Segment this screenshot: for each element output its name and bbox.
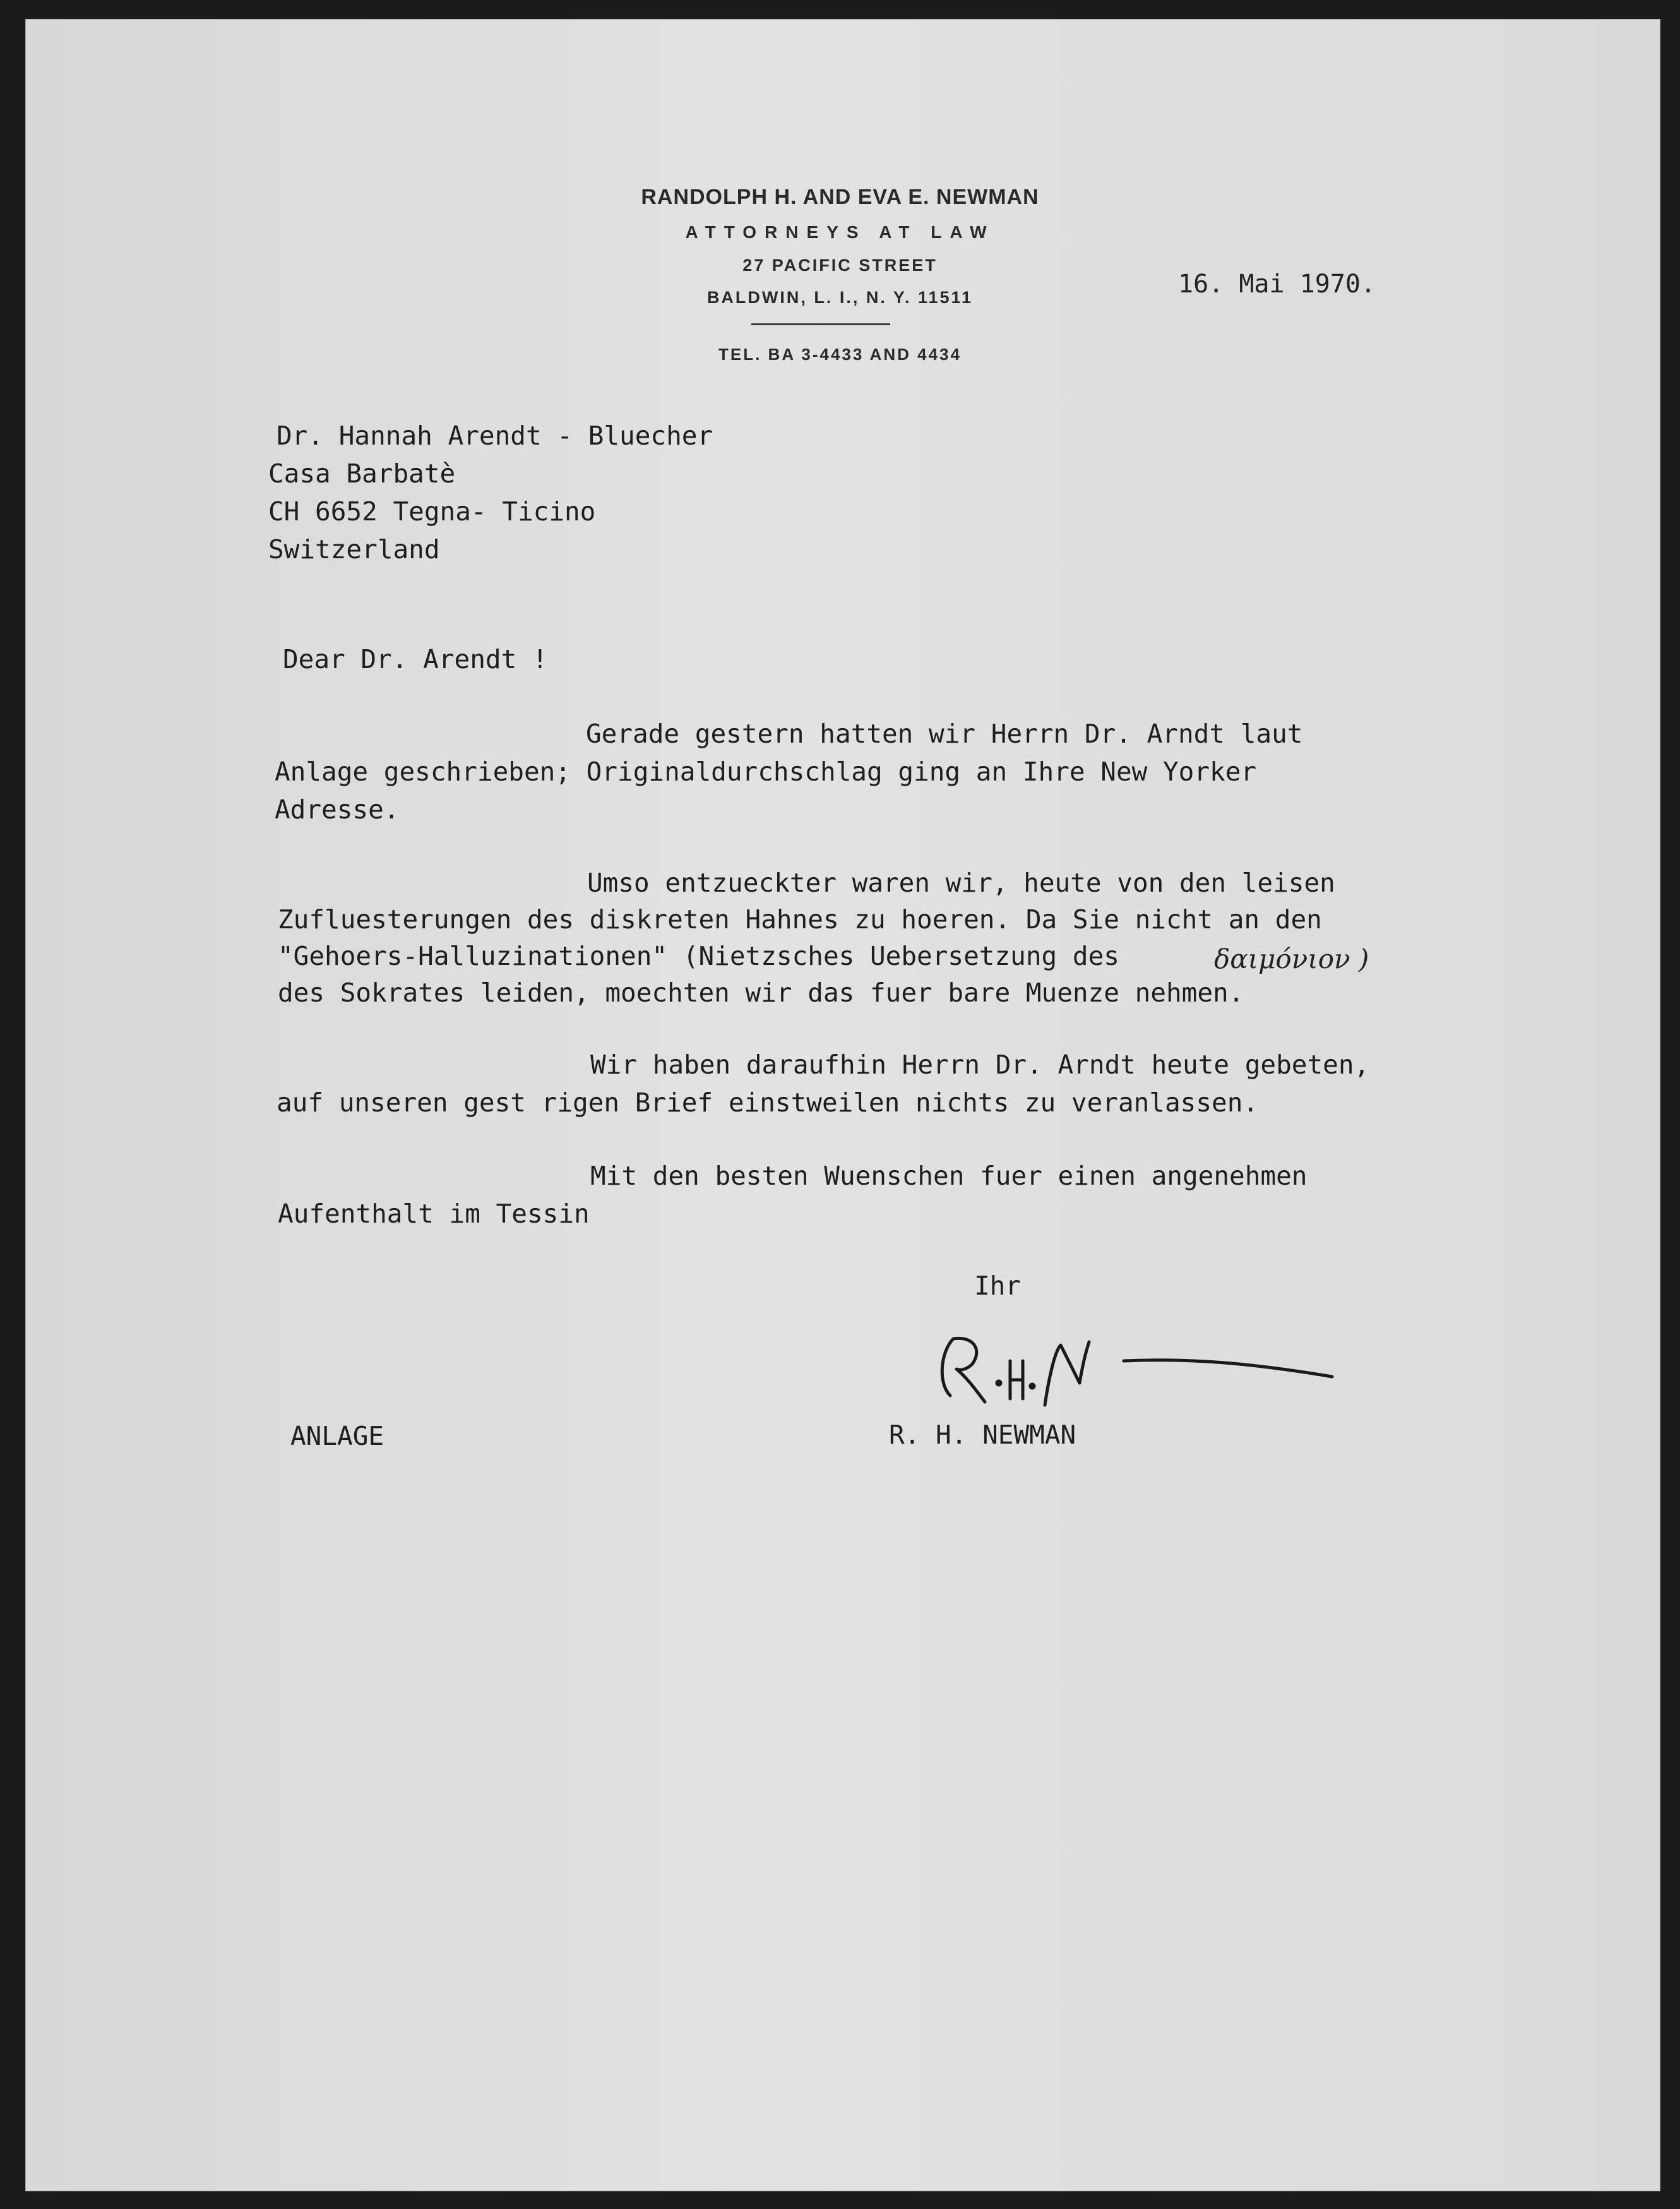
paragraph-1-line: Adresse. xyxy=(275,794,400,825)
paragraph-2-line: "Gehoers-Halluzinationen" (Nietzsches Uebersetzung des xyxy=(278,941,1119,971)
salutation: Dear Dr. Arendt ! xyxy=(283,644,548,674)
paragraph-2-line: Zufluesterungen des diskreten Hahnes zu hoeren. Da Sie nicht an den xyxy=(278,904,1322,935)
letterhead-names: RANDOLPH H. AND EVA E. NEWMAN xyxy=(641,185,1039,209)
paragraph-4-line: Aufenthalt im Tessin xyxy=(278,1199,590,1229)
signature-drawing xyxy=(928,1326,1345,1415)
paragraph-4-first-line: Mit den besten Wuenschen fuer einen angenehmen xyxy=(590,1161,1308,1191)
paragraph-1-first-line: Gerade gestern hatten wir Herrn Dr. Arndt laut xyxy=(586,719,1303,749)
handwritten-signature xyxy=(928,1326,1345,1415)
letterhead-divider xyxy=(751,323,890,325)
letterhead-street: 27 PACIFIC STREET xyxy=(742,256,938,275)
letter-date: 16. Mai 1970. xyxy=(1178,270,1376,299)
enclosure-label: ANLAGE xyxy=(290,1421,384,1451)
letterhead-city: BALDWIN, L. I., N. Y. 11511 xyxy=(706,288,974,307)
signer-name: R. H. NEWMAN xyxy=(889,1420,1076,1450)
letterhead-phone: TEL. BA 3-4433 AND 4434 xyxy=(718,345,962,364)
recipient-name: Dr. Hannah Arendt - Bluecher xyxy=(277,421,713,451)
paragraph-2-line: des Sokrates leiden, moechten wir das fuer bare Muenze nehmen. xyxy=(278,978,1244,1008)
greek-handwritten-word: δαιμόνιον ) xyxy=(1214,943,1369,974)
closing: Ihr xyxy=(974,1271,1022,1301)
recipient-locality: CH 6652 Tegna- Ticino xyxy=(268,496,596,527)
letterhead-profession: ATTORNEYS AT LAW xyxy=(685,222,995,242)
recipient-country: Switzerland xyxy=(268,534,440,565)
recipient-house: Casa Barbatè xyxy=(268,458,456,489)
paragraph-3-line: auf unseren gest rigen Brief einstweilen nichts zu veranlassen. xyxy=(277,1087,1259,1118)
paragraph-3-first-line: Wir haben daraufhin Herrn Dr. Arndt heute gebeten, xyxy=(590,1050,1370,1080)
paragraph-1-line: Anlage geschrieben; Originaldurchschlag ging an Ihre New Yorker xyxy=(275,757,1257,787)
paragraph-2-first-line: Umso entzueckter waren wir, heute von den leisen xyxy=(587,868,1335,898)
